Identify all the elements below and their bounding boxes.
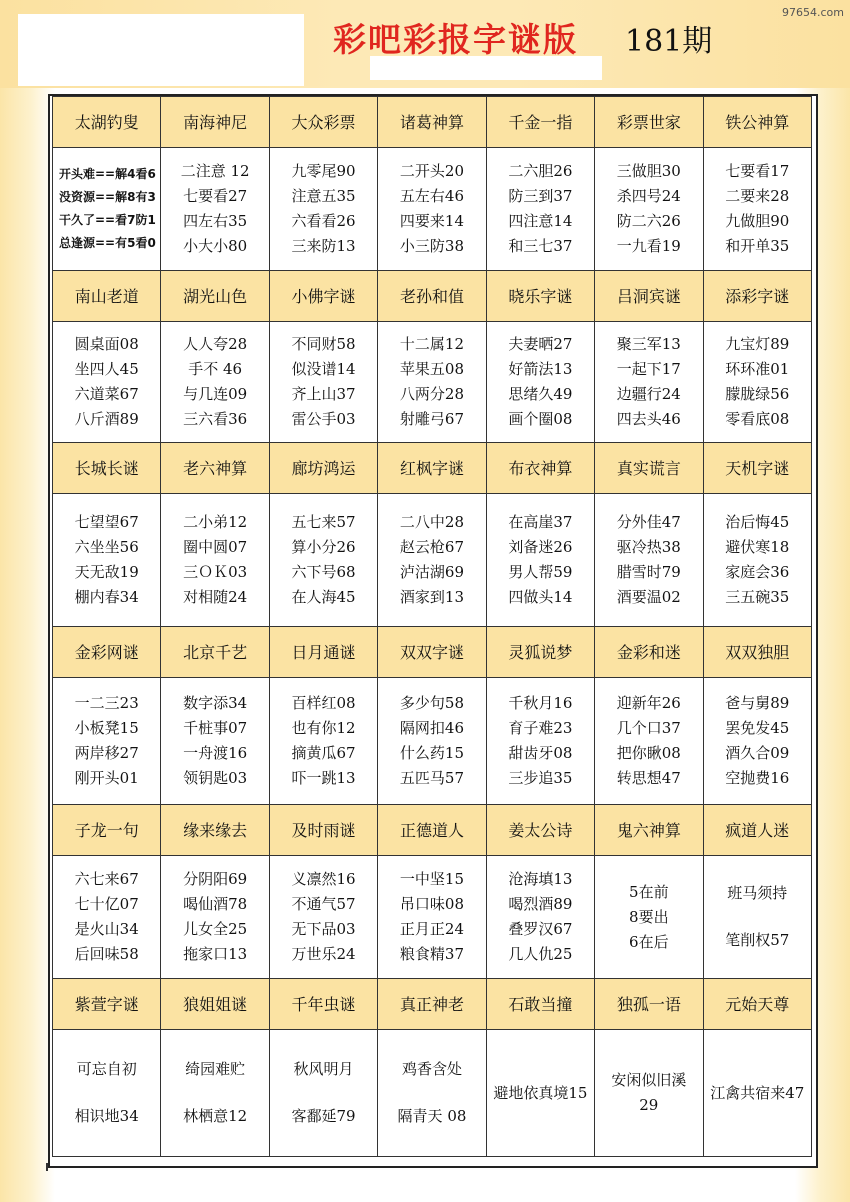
puzzle-line: 一二三23 bbox=[74, 694, 139, 712]
puzzle-line: 二开头20 bbox=[399, 162, 465, 180]
puzzle-line: 把你瞅08 bbox=[616, 744, 681, 762]
column-header: 石敢当撞 bbox=[486, 979, 594, 1030]
content-row bbox=[53, 856, 812, 979]
puzzle-line: 林栖意12 bbox=[183, 1107, 248, 1125]
column-header: 真正神老 bbox=[378, 979, 486, 1030]
puzzle-line: 四去头46 bbox=[616, 410, 681, 428]
puzzle-line: 几个口37 bbox=[616, 719, 681, 737]
puzzle-line: 两岸移27 bbox=[74, 744, 139, 762]
column-header: 鬼六神算 bbox=[595, 805, 703, 856]
puzzle-line: 百样红08 bbox=[291, 694, 356, 712]
puzzle-line: 算小分26 bbox=[291, 538, 356, 556]
header-blank-box bbox=[18, 14, 304, 86]
content-cell bbox=[161, 494, 269, 627]
puzzle-line: 鸡香含处 bbox=[401, 1060, 462, 1078]
page-title: 彩吧彩报字谜版 bbox=[333, 20, 578, 59]
line-spacer bbox=[270, 1082, 377, 1104]
header-row bbox=[53, 443, 812, 494]
content-cell bbox=[53, 678, 161, 805]
column-header: 千金一指 bbox=[486, 97, 594, 148]
puzzle-line: 二小弟12 bbox=[183, 513, 248, 531]
puzzle-line: 治后悔45 bbox=[725, 513, 790, 531]
content-cell bbox=[595, 678, 703, 805]
column-header: 双双字谜 bbox=[378, 627, 486, 678]
puzzle-line: 驱冷热38 bbox=[616, 538, 681, 556]
column-header: 晓乐字谜 bbox=[486, 271, 594, 322]
puzzle-line: 边疆行24 bbox=[616, 385, 681, 403]
puzzle-line: 小板凳15 bbox=[74, 719, 139, 737]
content-cell bbox=[53, 856, 161, 979]
puzzle-line: 二八中28 bbox=[399, 513, 465, 531]
content-cell bbox=[161, 678, 269, 805]
puzzle-line: 喝仙酒78 bbox=[183, 895, 248, 913]
column-header: 子龙一句 bbox=[53, 805, 161, 856]
puzzle-line: 粮食精37 bbox=[399, 945, 465, 963]
puzzle-line: 8要出 bbox=[629, 907, 669, 926]
puzzle-line: 零看底08 bbox=[725, 410, 790, 428]
content-cell bbox=[595, 322, 703, 443]
column-header: 北京千艺 bbox=[161, 627, 269, 678]
content-cell bbox=[486, 148, 594, 271]
sheet-corner-mark bbox=[46, 1163, 48, 1171]
puzzle-line: 沧海填13 bbox=[508, 870, 573, 888]
puzzle-line: 六下号68 bbox=[291, 563, 356, 581]
content-cell bbox=[269, 148, 377, 271]
puzzle-line: 二六胆26 bbox=[508, 162, 573, 180]
content-cell bbox=[269, 322, 377, 443]
puzzle-line: 三六看36 bbox=[183, 410, 248, 428]
content-cell bbox=[486, 856, 594, 979]
puzzle-line: 班马须持 bbox=[727, 884, 788, 902]
puzzle-line: 开头难==解4看6 bbox=[59, 167, 156, 181]
puzzle-line: 没资源==解8有3 bbox=[59, 190, 156, 204]
header-row bbox=[53, 805, 812, 856]
puzzle-line: 三步追35 bbox=[508, 769, 573, 787]
puzzle-line: 三做胆30 bbox=[616, 162, 681, 180]
column-header: 日月通谜 bbox=[269, 627, 377, 678]
column-header: 灵狐说梦 bbox=[486, 627, 594, 678]
content-cell bbox=[378, 322, 486, 443]
column-header: 及时雨谜 bbox=[269, 805, 377, 856]
puzzle-line: 吊口味08 bbox=[399, 895, 465, 913]
content-cell bbox=[53, 148, 161, 271]
puzzle-line: 五七来57 bbox=[291, 513, 356, 531]
puzzle-line: 儿女全25 bbox=[183, 920, 248, 938]
puzzle-line: 雷公手03 bbox=[291, 410, 356, 428]
puzzle-line: 和开单35 bbox=[725, 237, 790, 255]
puzzle-line: 三五碗35 bbox=[725, 588, 790, 606]
puzzle-line: 刘备迷26 bbox=[508, 538, 573, 556]
column-header: 布衣神算 bbox=[486, 443, 594, 494]
column-header: 廊坊鸿运 bbox=[269, 443, 377, 494]
puzzle-line: 射雕弓67 bbox=[399, 410, 465, 428]
column-header: 诸葛神算 bbox=[378, 97, 486, 148]
puzzle-line: 什么药15 bbox=[399, 744, 465, 762]
puzzle-line: 领钥匙03 bbox=[183, 769, 248, 787]
content-cell bbox=[703, 856, 811, 979]
puzzle-line: 刚开头01 bbox=[74, 769, 139, 787]
puzzle-line: 数字添34 bbox=[183, 694, 248, 712]
puzzle-line: 天无敌19 bbox=[74, 563, 139, 581]
puzzle-line: 酒家到13 bbox=[399, 588, 465, 606]
content-cell bbox=[378, 1030, 486, 1157]
puzzle-line: 好箭法13 bbox=[508, 360, 573, 378]
issue-number: 181期 bbox=[625, 24, 713, 59]
content-cell bbox=[269, 678, 377, 805]
puzzle-line: 二注意 12 bbox=[180, 162, 250, 180]
content-cell bbox=[161, 322, 269, 443]
puzzle-line: 千秋月16 bbox=[508, 694, 573, 712]
line-spacer bbox=[704, 906, 811, 928]
puzzle-line: 小三防38 bbox=[399, 237, 465, 255]
content-cell bbox=[161, 1030, 269, 1157]
column-header: 吕洞宾谜 bbox=[595, 271, 703, 322]
puzzle-line: 干久了==看7防1 bbox=[59, 213, 156, 227]
column-header: 狼姐姐谜 bbox=[161, 979, 269, 1030]
content-cell bbox=[378, 148, 486, 271]
puzzle-line: 七要看17 bbox=[725, 162, 790, 180]
puzzle-line: 小大小80 bbox=[183, 237, 248, 255]
column-header: 南山老道 bbox=[53, 271, 161, 322]
content-cell bbox=[269, 856, 377, 979]
puzzle-line: 六道菜67 bbox=[74, 385, 139, 403]
puzzle-line: 赵云枪67 bbox=[399, 538, 465, 556]
puzzle-line: 五匹马57 bbox=[399, 769, 465, 787]
header-row bbox=[53, 271, 812, 322]
column-header: 独孤一语 bbox=[595, 979, 703, 1030]
puzzle-line: 似没谱14 bbox=[291, 360, 356, 378]
content-cell bbox=[703, 1030, 811, 1157]
puzzle-line: 坐四人45 bbox=[74, 360, 139, 378]
puzzle-line: 和三七37 bbox=[508, 237, 573, 255]
puzzle-line: 避地依真境15 bbox=[493, 1083, 588, 1102]
content-cell bbox=[703, 494, 811, 627]
puzzle-line: 十二属12 bbox=[399, 335, 465, 353]
content-cell bbox=[703, 678, 811, 805]
site-watermark: 97654.com bbox=[782, 6, 844, 19]
puzzle-line: 吓一跳13 bbox=[291, 769, 356, 787]
puzzle-line: 在人海45 bbox=[291, 588, 356, 606]
puzzle-line: 分阴阳69 bbox=[183, 870, 248, 888]
puzzle-line: 后回味58 bbox=[74, 945, 139, 963]
content-cell bbox=[161, 148, 269, 271]
column-header: 太湖钓叟 bbox=[53, 97, 161, 148]
content-row bbox=[53, 148, 812, 271]
content-cell bbox=[703, 148, 811, 271]
puzzle-line: 七要看27 bbox=[183, 187, 248, 205]
puzzle-line: 三来防13 bbox=[291, 237, 356, 255]
puzzle-line: 不通气57 bbox=[291, 895, 356, 913]
puzzle-line: 一中坚15 bbox=[399, 870, 465, 888]
puzzle-line: 酒要温02 bbox=[616, 588, 681, 606]
column-header: 小佛字谜 bbox=[269, 271, 377, 322]
puzzle-line: 圈中圆07 bbox=[183, 538, 248, 556]
puzzle-line: 画个圈08 bbox=[508, 410, 573, 428]
puzzle-line: 5在前 bbox=[629, 882, 669, 901]
puzzle-line: 隔网扣46 bbox=[399, 719, 465, 737]
column-header: 紫萱字谜 bbox=[53, 979, 161, 1030]
puzzle-line: 隔青天 08 bbox=[397, 1107, 467, 1125]
puzzle-line: 摘黄瓜67 bbox=[291, 744, 356, 762]
puzzle-line: 圆桌面08 bbox=[74, 335, 139, 353]
puzzle-line: 可忘自初 bbox=[76, 1060, 137, 1078]
puzzle-line: 几人仇25 bbox=[508, 945, 573, 963]
puzzle-line: 六坐坐56 bbox=[74, 538, 139, 556]
puzzle-line: 防二六26 bbox=[616, 212, 681, 230]
puzzle-line: 义凛然16 bbox=[291, 870, 356, 888]
puzzle-line: 朦胧绿56 bbox=[725, 385, 790, 403]
puzzle-line: 防三到37 bbox=[508, 187, 573, 205]
puzzle-line: 江禽共宿来47 bbox=[710, 1083, 805, 1102]
puzzle-line: 环环准01 bbox=[725, 360, 790, 378]
column-header: 彩票世家 bbox=[595, 97, 703, 148]
puzzle-line: 也有你12 bbox=[291, 719, 356, 737]
column-header: 南海神尼 bbox=[161, 97, 269, 148]
puzzle-line: 转思想47 bbox=[616, 769, 681, 787]
column-header: 姜太公诗 bbox=[486, 805, 594, 856]
content-row bbox=[53, 678, 812, 805]
puzzle-line: 四注意14 bbox=[508, 212, 573, 230]
puzzle-line: 四左右35 bbox=[183, 212, 248, 230]
puzzle-line: 拖家口13 bbox=[183, 945, 248, 963]
column-header: 大众彩票 bbox=[269, 97, 377, 148]
column-header: 双双独胆 bbox=[703, 627, 811, 678]
puzzle-line: 夫妻晒27 bbox=[508, 335, 573, 353]
puzzle-line: 不同财58 bbox=[291, 335, 356, 353]
puzzle-line: 九宝灯89 bbox=[725, 335, 790, 353]
puzzle-line: 甜齿牙08 bbox=[508, 744, 573, 762]
content-cell bbox=[378, 856, 486, 979]
puzzle-line: 八斤酒89 bbox=[74, 410, 139, 428]
content-cell bbox=[595, 494, 703, 627]
puzzle-line: 家庭会36 bbox=[725, 563, 790, 581]
content-cell bbox=[486, 1030, 594, 1157]
content-cell bbox=[53, 322, 161, 443]
column-header: 正德道人 bbox=[378, 805, 486, 856]
puzzle-line: 叠罗汉67 bbox=[508, 920, 573, 938]
puzzle-line: 在高崖37 bbox=[508, 513, 573, 531]
puzzle-table bbox=[52, 96, 812, 1157]
puzzle-line: 四要来14 bbox=[399, 212, 465, 230]
puzzle-line: 分外佳47 bbox=[616, 513, 681, 531]
puzzle-line: 客鄱延79 bbox=[291, 1107, 356, 1125]
content-cell bbox=[53, 1030, 161, 1157]
puzzle-line: 相识地34 bbox=[74, 1107, 139, 1125]
content-cell bbox=[53, 494, 161, 627]
puzzle-line: 迎新年26 bbox=[616, 694, 681, 712]
line-spacer bbox=[53, 1082, 160, 1104]
puzzle-line: 八两分28 bbox=[399, 385, 465, 403]
header-row bbox=[53, 97, 812, 148]
content-cell bbox=[595, 856, 703, 979]
content-cell bbox=[161, 856, 269, 979]
puzzle-line: 是火山34 bbox=[74, 920, 139, 938]
puzzle-line: 齐上山37 bbox=[291, 385, 356, 403]
puzzle-line: 九做胆90 bbox=[725, 212, 790, 230]
content-cell bbox=[378, 494, 486, 627]
puzzle-line: 苹果五08 bbox=[399, 360, 465, 378]
puzzle-line: 男人帮59 bbox=[508, 563, 573, 581]
puzzle-line: 九零尾90 bbox=[291, 162, 356, 180]
puzzle-line: 空抛费16 bbox=[725, 769, 790, 787]
puzzle-line: 棚内春34 bbox=[74, 588, 139, 606]
content-cell bbox=[486, 322, 594, 443]
puzzle-line: 三ＯＫ03 bbox=[183, 563, 248, 581]
column-header: 湖光山色 bbox=[161, 271, 269, 322]
column-header: 疯道人迷 bbox=[703, 805, 811, 856]
puzzle-line: 对相随24 bbox=[183, 588, 248, 606]
puzzle-line: 四做头14 bbox=[508, 588, 573, 606]
column-header: 长城长谜 bbox=[53, 443, 161, 494]
column-header: 老孙和值 bbox=[378, 271, 486, 322]
puzzle-line: 万世乐24 bbox=[291, 945, 356, 963]
line-spacer bbox=[161, 1082, 268, 1104]
puzzle-line: 千桩事07 bbox=[183, 719, 248, 737]
puzzle-line: 总逢源==有5看0 bbox=[59, 236, 156, 250]
content-cell bbox=[378, 678, 486, 805]
puzzle-line: 七望望67 bbox=[74, 513, 139, 531]
puzzle-line: 与几连09 bbox=[183, 385, 248, 403]
column-header: 天机字谜 bbox=[703, 443, 811, 494]
puzzle-line: 泸沽湖69 bbox=[399, 563, 465, 581]
puzzle-line: 聚三军13 bbox=[616, 335, 681, 353]
column-header: 铁公神算 bbox=[703, 97, 811, 148]
content-cell bbox=[703, 322, 811, 443]
puzzle-line: 秋风明月 bbox=[293, 1060, 354, 1078]
content-row bbox=[53, 1030, 812, 1157]
puzzle-line: 笔削权57 bbox=[725, 931, 790, 949]
content-cell bbox=[269, 1030, 377, 1157]
puzzle-line: 思绪久49 bbox=[508, 385, 573, 403]
column-header: 老六神算 bbox=[161, 443, 269, 494]
puzzle-line: 注意五35 bbox=[291, 187, 356, 205]
content-cell bbox=[486, 494, 594, 627]
content-cell bbox=[595, 148, 703, 271]
puzzle-line: 一舟渡16 bbox=[183, 744, 248, 762]
content-cell bbox=[269, 494, 377, 627]
puzzle-line: 六七来67 bbox=[74, 870, 139, 888]
puzzle-line: 杀四号24 bbox=[616, 187, 681, 205]
puzzle-line: 腊雪时79 bbox=[616, 563, 681, 581]
puzzle-line: 绮园难贮 bbox=[185, 1060, 246, 1078]
column-header: 真实谎言 bbox=[595, 443, 703, 494]
puzzle-line: 29 bbox=[639, 1096, 659, 1114]
puzzle-line: 五左右46 bbox=[399, 187, 465, 205]
column-header: 元始天尊 bbox=[703, 979, 811, 1030]
column-header: 千年虫谜 bbox=[269, 979, 377, 1030]
content-cell bbox=[595, 1030, 703, 1157]
puzzle-line: 六看看26 bbox=[291, 212, 356, 230]
content-row bbox=[53, 494, 812, 627]
column-header: 金彩和迷 bbox=[595, 627, 703, 678]
puzzle-line: 罢免发45 bbox=[725, 719, 790, 737]
puzzle-line: 一九看19 bbox=[616, 237, 681, 255]
header-row bbox=[53, 627, 812, 678]
puzzle-line: 正月正24 bbox=[399, 920, 465, 938]
header-row bbox=[53, 979, 812, 1030]
puzzle-line: 二要来28 bbox=[725, 187, 790, 205]
column-header: 缘来缘去 bbox=[161, 805, 269, 856]
column-header: 红枫字谜 bbox=[378, 443, 486, 494]
puzzle-line: 育子难23 bbox=[508, 719, 573, 737]
puzzle-line: 手不 46 bbox=[188, 360, 243, 378]
puzzle-line: 安闲似旧溪 bbox=[611, 1071, 687, 1089]
content-cell bbox=[486, 678, 594, 805]
puzzle-line: 多少句58 bbox=[399, 694, 465, 712]
content-row bbox=[53, 322, 812, 443]
column-header: 添彩字谜 bbox=[703, 271, 811, 322]
puzzle-line: 喝烈酒89 bbox=[508, 895, 573, 913]
puzzle-line: 七十亿07 bbox=[74, 895, 139, 913]
puzzle-line: 人人夸28 bbox=[183, 335, 248, 353]
column-header: 金彩网谜 bbox=[53, 627, 161, 678]
puzzle-line: 爸与舅89 bbox=[725, 694, 790, 712]
puzzle-line: 一起下17 bbox=[616, 360, 681, 378]
line-spacer bbox=[378, 1082, 485, 1104]
puzzle-line: 酒久合09 bbox=[725, 744, 790, 762]
puzzle-line: 无下品03 bbox=[291, 920, 356, 938]
puzzle-line: 避伏寒18 bbox=[725, 538, 790, 556]
puzzle-line: 6在后 bbox=[629, 932, 669, 951]
